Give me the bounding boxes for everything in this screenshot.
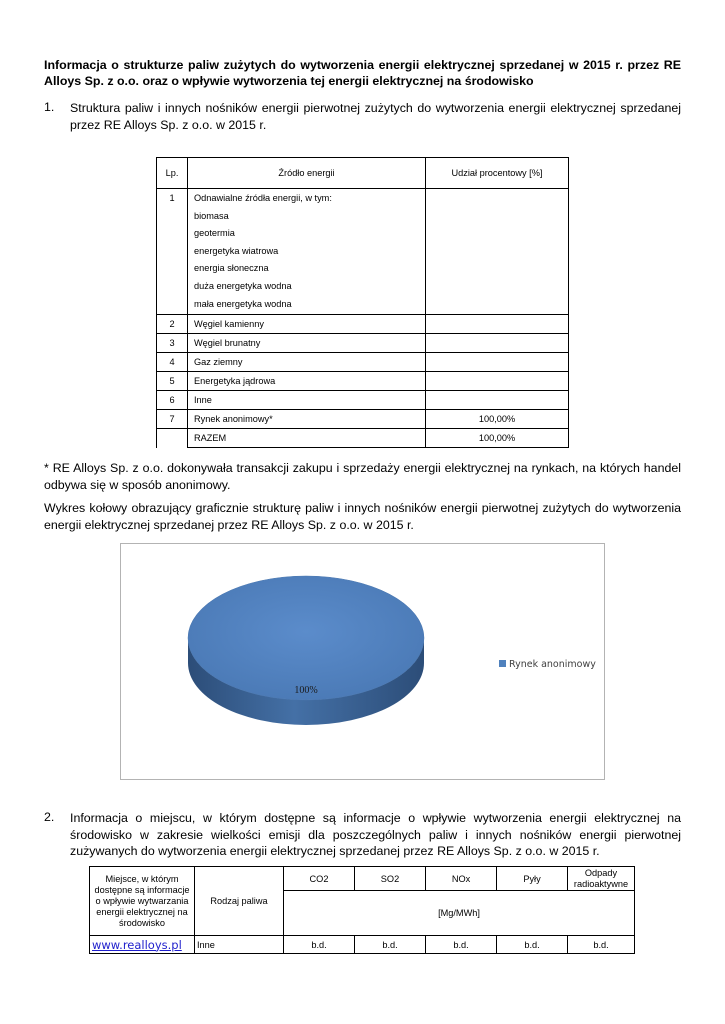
table-row: [157, 189, 569, 315]
renewables-line: Odnawialne źródła energii, w tym:: [194, 193, 332, 203]
row-source: Węgiel kamienny: [188, 315, 426, 334]
place-link-cell: [90, 936, 195, 954]
header-fuel: Rodzaj paliwa: [195, 867, 284, 936]
header-pyly: Pyły: [497, 867, 568, 891]
table-row: [157, 372, 569, 391]
value-odpady: b.d.: [568, 936, 635, 954]
legend-label: Rynek anonimowy: [509, 659, 596, 670]
fuel-cell: Inne: [195, 936, 284, 954]
pie-chart: [121, 544, 604, 779]
header-co2: CO2: [284, 867, 355, 891]
value-pyly: b.d.: [497, 936, 568, 954]
unit-cell: [Mg/MWh]: [284, 891, 635, 936]
renewables-line: duża energetyka wodna: [194, 280, 292, 291]
total-lp-empty: [157, 429, 188, 448]
row-source-renewables: [188, 189, 426, 315]
value-nox: b.d.: [426, 936, 497, 954]
header-place: Miejsce, w którym dostępne są informacje o wpływie wytwarzania energii elektrycznej na środowisko: [90, 867, 195, 936]
table-total-row: [157, 429, 569, 448]
table-row: [157, 391, 569, 410]
renewables-line: energia słoneczna: [194, 263, 269, 274]
renewables-line: energetyka wiatrowa: [194, 245, 279, 256]
header-so2: SO2: [355, 867, 426, 891]
renewables-line: biomasa: [194, 210, 229, 221]
value-so2: b.d.: [355, 936, 426, 954]
row-lp: 6: [157, 391, 188, 410]
row-share: [426, 372, 569, 391]
row-source: Węgiel brunatny: [188, 334, 426, 353]
table-row: [157, 353, 569, 372]
row-lp: 7: [157, 410, 188, 429]
emission-table: [89, 866, 635, 954]
document-title: Informacja o strukturze paliw zużytych do wytworzenia energii elektrycznej sprzedanej w 2015 r. przez RE Alloys Sp. z o.o. oraz o wpływie wytworzenia tej energii elektrycznej na środowisko: [44, 58, 681, 88]
row-source: Inne: [188, 391, 426, 410]
table-header-row: [157, 158, 569, 189]
row-share: [426, 189, 569, 315]
table-row: [157, 334, 569, 353]
renewables-line: mała energetyka wodna: [194, 298, 292, 309]
section-2-number: 2.: [44, 810, 55, 824]
chart-intro: Wykres kołowy obrazujący graficznie strukturę paliw i innych nośników energii pierwotnej zużytych do wytworzenia energii elektrycznej sprzedanej przez RE Alloys Sp. z o.o. w 2015 r.: [44, 501, 681, 532]
row-share: [426, 334, 569, 353]
section-1-text: Struktura paliw i innych nośników energii pierwotnej zużytych do wytworzenia energii elektrycznej sprzedanej przez RE Alloys Sp. z o.o. w 2015 r.: [70, 101, 681, 132]
row-share: [426, 391, 569, 410]
row-source: Rynek anonimowy*: [188, 410, 426, 429]
row-share: 100,00%: [426, 410, 569, 429]
row-lp: 4: [157, 353, 188, 372]
legend-swatch: [499, 660, 506, 667]
header-lp: Lp.: [157, 158, 188, 189]
fuel-structure-table: [156, 157, 569, 448]
footnote: * RE Alloys Sp. z o.o. dokonywała transakcji zakupu i sprzedaży energii elektrycznej na rynkach, na których handel odbywa się w sposób anonimowy.: [44, 461, 681, 492]
table-row: [157, 410, 569, 429]
header-nox: NOx: [426, 867, 497, 891]
table-header-row: [90, 867, 635, 891]
row-share: [426, 315, 569, 334]
pie-slice-rynek-anonimowy: [188, 576, 424, 700]
table-row: [90, 936, 635, 954]
total-share: 100,00%: [426, 429, 569, 448]
value-co2: b.d.: [284, 936, 355, 954]
realloys-link[interactable]: www.realloys.pl: [92, 937, 182, 952]
row-source: Energetyka jądrowa: [188, 372, 426, 391]
header-source: Źródło energii: [188, 158, 426, 189]
header-share: Udział procentowy [%]: [426, 158, 569, 189]
row-share: [426, 353, 569, 372]
row-lp: 3: [157, 334, 188, 353]
total-label: RAZEM: [188, 429, 426, 448]
section-1-number: 1.: [44, 100, 55, 114]
header-odpady: Odpady radioaktywne: [568, 867, 635, 891]
pie-chart-frame: [120, 543, 605, 780]
section-2-text: Informacja o miejscu, w którym dostępne są informacje o wpływie wytworzenia energii elektrycznej na środowisko w zakresie wielkości emisji dla poszczególnych paliw i innych nośników energii pierwotnej zużywanych do wytworzenia energii elektrycznej sprzedanej przez RE Alloys Sp. z o.o. w 2015 r.: [70, 811, 681, 858]
table-row: [157, 315, 569, 334]
row-lp: 2: [157, 315, 188, 334]
row-lp: 5: [157, 372, 188, 391]
pie-data-label: 100%: [294, 685, 318, 696]
renewables-line: geotermia: [194, 228, 235, 239]
row-lp: 1: [157, 189, 188, 315]
row-source: Gaz ziemny: [188, 353, 426, 372]
